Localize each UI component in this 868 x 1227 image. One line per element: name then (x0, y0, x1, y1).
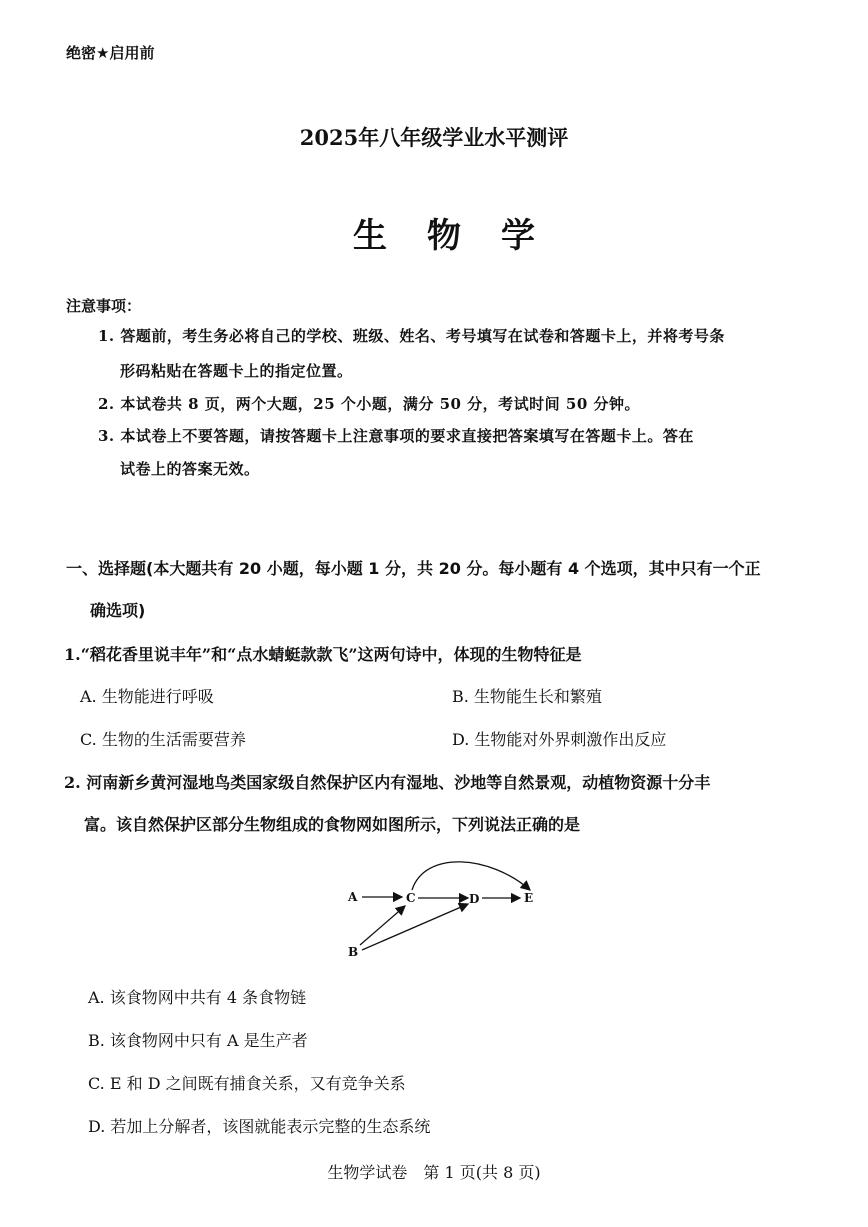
node-e: E (524, 891, 534, 905)
subject-title: 生物学 (353, 216, 575, 256)
question-1-option-d: D. 生物能对外界刺激作出反应 (452, 730, 667, 749)
notice-heading: 注意事项： (66, 297, 142, 315)
section-heading: 一、选择题(本大题共有 20 小题，每小题 1 分，共 20 分。每小题有 4 个选项，其中只有一个正 (66, 559, 761, 578)
confidential-label: 绝密★启用前 (66, 44, 155, 62)
node-c: C (406, 891, 416, 905)
question-2-option-b: B. 该食物网中只有 A 是生产者 (88, 1031, 308, 1050)
notice-item-3-cont: 试卷上的答案无效。 (120, 460, 260, 478)
question-1-option-a: A. 生物能进行呼吸 (80, 687, 214, 706)
notice-item-1: 1. 答题前，考生务必将自己的学校、班级、姓名、考号填写在试卷和答题卡上，并将考号条 (98, 327, 725, 345)
page-footer: 生物学试卷 第 1 页(共 8 页) (327, 1163, 541, 1182)
node-b: B (348, 945, 359, 959)
question-1-stem: 1.“稻花香里说丰年”和“点水蜻蜓款款飞”这两句诗中，体现的生物特征是 (64, 645, 582, 664)
question-2-option-d: D. 若加上分解者，该图就能表示完整的生态系统 (88, 1117, 431, 1136)
arrow-c-e (412, 862, 530, 890)
question-2-stem-cont: 富。该自然保护区部分生物组成的食物网如图所示，下列说法正确的是 (84, 815, 581, 834)
arrow-b-c (360, 906, 405, 945)
notice-item-1-cont: 形码粘贴在答题卡上的指定位置。 (120, 362, 353, 380)
notice-item-2: 2. 本试卷共 8 页，两个大题，25 个小题，满分 50 分，考试时间 50 分钟。 (98, 395, 640, 413)
section-heading-cont: 确选项) (90, 601, 146, 620)
exam-title: 2025年八年级学业水平测评 (299, 125, 569, 150)
question-2-option-a: A. 该食物网中共有 4 条食物链 (88, 988, 307, 1007)
food-web-diagram (340, 850, 550, 965)
arrow-b-d (362, 904, 468, 950)
node-a: A (348, 890, 358, 904)
question-1-option-c: C. 生物的生活需要营养 (80, 730, 246, 749)
question-1-option-b: B. 生物能生长和繁殖 (452, 687, 602, 706)
notice-item-3: 3. 本试卷上不要答题，请按答题卡上注意事项的要求直接把答案填写在答题卡上。答在 (98, 427, 694, 445)
question-2-stem: 2. 河南新乡黄河湿地鸟类国家级自然保护区内有湿地、沙地等自然景观，动植物资源十分丰 (64, 773, 711, 792)
question-2-option-c: C. E 和 D 之间既有捕食关系，又有竞争关系 (88, 1074, 406, 1093)
node-d: D (469, 892, 480, 906)
